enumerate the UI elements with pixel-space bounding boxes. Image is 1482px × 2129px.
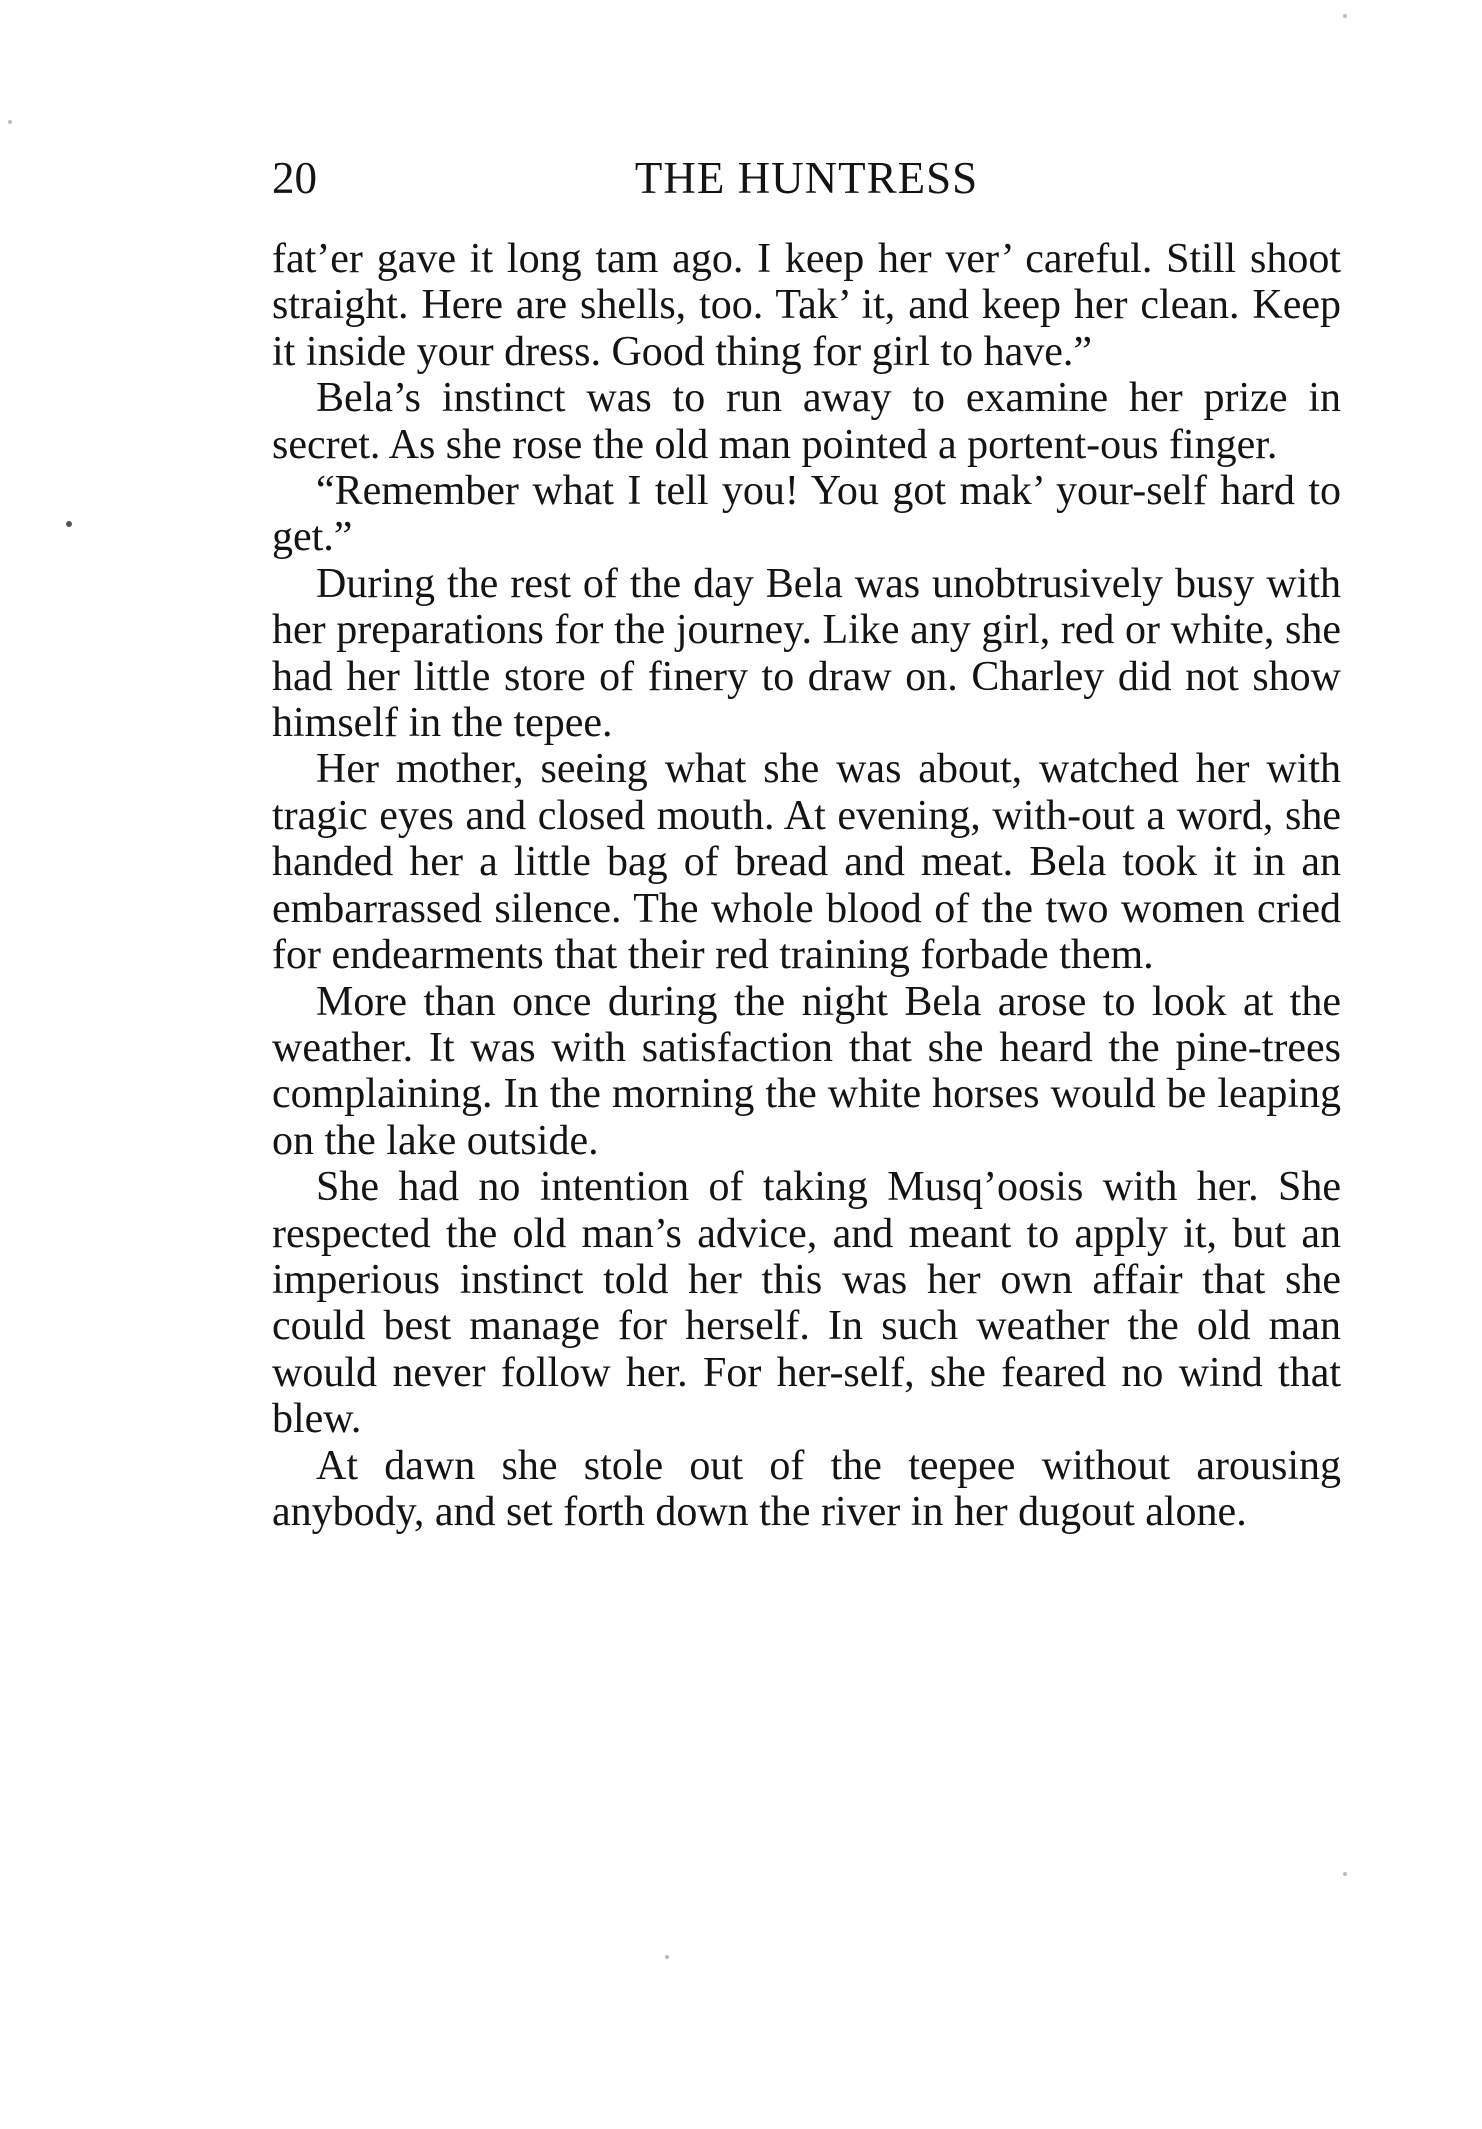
paragraph: Her mother, seeing what she was about, watched her with tragic eyes and closed mouth. At evening, with-out a word, she handed her a little bag of bread and meat. Bela took it in an embarrassed silence. The whole blood of the two women cried for endearments that their red training forbade them. — [272, 746, 1341, 979]
paragraph: More than once during the night Bela arose to look at the weather. It was with satisfaction that she heard the pine-trees complaining. In the morning the white horses would be leaping on the lake outside. — [272, 978, 1341, 1164]
print-speck — [8, 120, 12, 124]
paragraph: During the rest of the day Bela was unobtrusively busy with her preparations for the journey. Like any girl, red or white, she had her little store of finery to draw on. Charley did not show himself in the tepee. — [272, 560, 1341, 747]
print-speck — [1343, 1872, 1347, 1876]
paragraph: She had no intention of taking Musq’oosis with her. She respected the old man’s advice, and meant to apply it, but an imperious instinct told her this was her own affair that she could best manage for herself. In such weather the old man would never follow her. For her-self, she feared no wind that blew. — [272, 1164, 1341, 1443]
print-speck — [1343, 14, 1347, 18]
paragraph: fat’er gave it long tam ago. I keep her ver’ careful. Still shoot straight. Here are shells, too. Tak’ it, and keep her clean. Keep it inside your dress. Good thing for girl to have.” — [272, 236, 1341, 375]
print-speck — [66, 521, 72, 527]
paragraph: Bela’s instinct was to run away to examine her prize in secret. As she rose the old man pointed a portent-ous finger. — [272, 375, 1341, 468]
running-head — [272, 148, 1341, 208]
running-title: THE HUNTRESS — [634, 153, 979, 203]
page-number: 20 — [272, 153, 317, 203]
print-speck — [665, 1955, 669, 1959]
body-text — [272, 236, 1341, 1535]
paragraph: “Remember what I tell you! You got mak’ your-self hard to get.” — [272, 468, 1341, 561]
paragraph: At dawn she stole out of the teepee without arousing anybody, and set forth down the river in her dugout alone. — [272, 1442, 1341, 1535]
